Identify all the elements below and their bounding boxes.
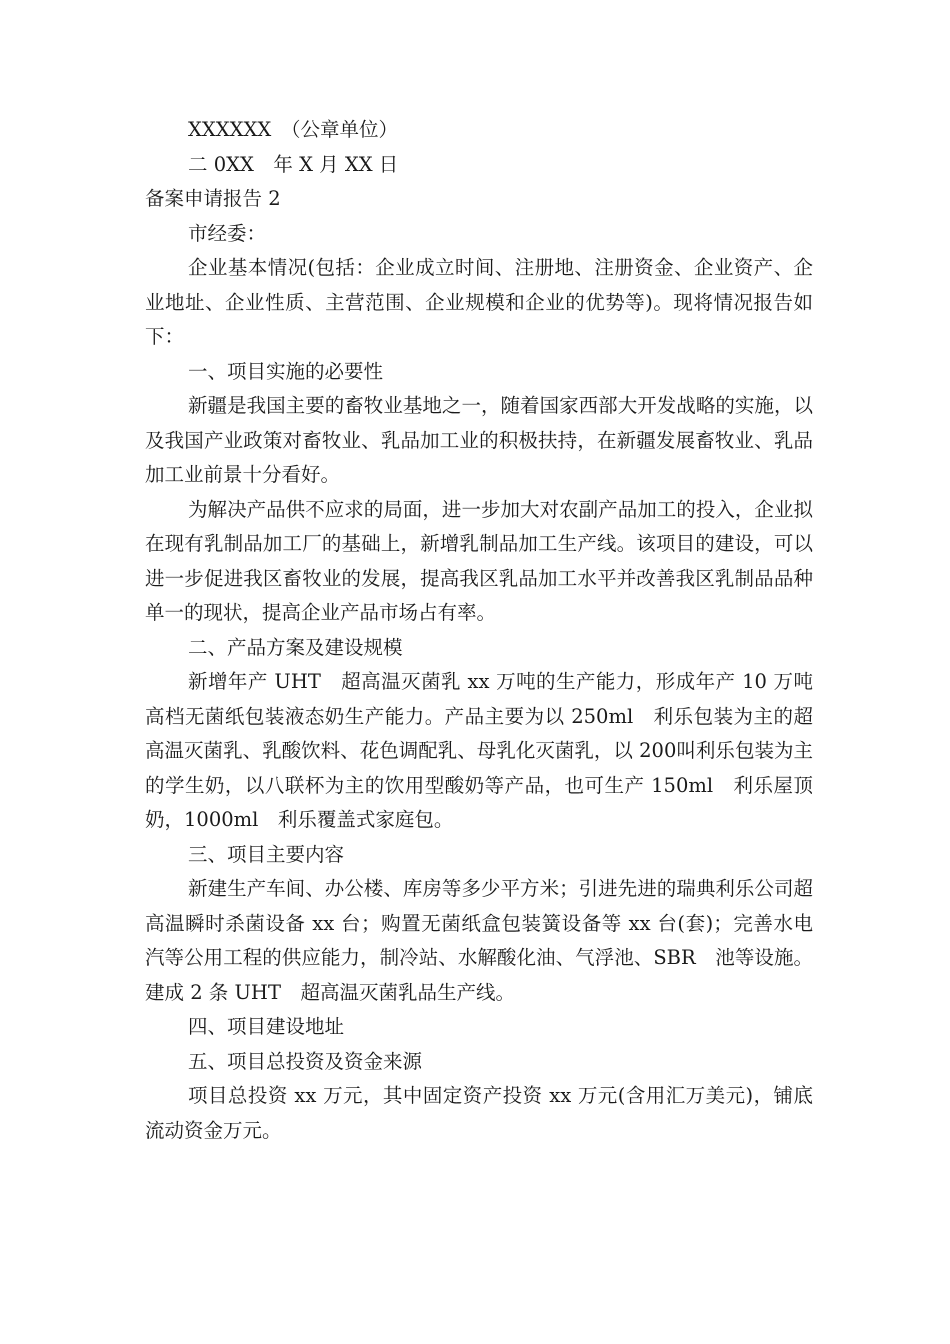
paragraph-product-plan: 新增年产 UHT 超高温灭菌乳 xx 万吨的生产能力，形成年产 10 万吨高档无菌纸包装液态奶生产能力。产品主要为以 250ml 利乐包装为主的超高温灭菌乳、乳酸饮料、花色调配乳、母乳化灭菌乳，以 200叫利乐包装为主的学生奶，以八联杯为主的饮用型酸奶等产品，也可生产 150ml 利乐屋顶奶，1000ml 利乐覆盖式家庭包。 bbox=[145, 670, 813, 831]
section-heading-site: 四、项目建设地址 bbox=[188, 1015, 345, 1038]
paragraph-main-content: 新建生产车间、办公楼、库房等多少平方米；引进先进的瑞典利乐公司超高温瞬时杀菌设备 xx 台；购置无菌纸盒包装簧设备等 xx 台(套)；完善水电汽等公用工程的供应能力，制冷站、水解酸化油、气浮池、SBR 池等设施。建成 2 条 UHT 超高温灭菌乳品生产线。 bbox=[145, 877, 813, 1004]
paragraph-necessity-1: 新疆是我国主要的畜牧业基地之一，随着国家西部大开发战略的实施，以及我国产业政策对畜牧业、乳品加工业的积极扶持，在新疆发展畜牧业、乳品加工业前景十分看好。 bbox=[145, 394, 813, 486]
addressee: 市经委： bbox=[188, 221, 267, 245]
document-page bbox=[145, 113, 813, 1148]
seal-line: XXXXXX （公章单位） bbox=[188, 118, 399, 141]
date-line: 二 0XX 年 X 月 XX 日 bbox=[188, 152, 399, 176]
section-heading-necessity: 一、项目实施的必要性 bbox=[188, 359, 384, 383]
paragraph-necessity-2: 为解决产品供不应求的局面，进一步加大对农副产品加工的投入，企业拟在现有乳制品加工厂的基础上，新增乳制品加工生产线。该项目的建设，可以进一步促进我区畜牧业的发展，提高我区乳品加工水平并改善我区乳制品品种单一的现状，提高企业产品市场占有率。 bbox=[145, 497, 813, 624]
section-heading-investment: 五、项目总投资及资金来源 bbox=[188, 1049, 423, 1073]
paragraph-company-overview: 企业基本情况(包括：企业成立时间、注册地、注册资金、企业资产、企业地址、企业性质、主营范围、企业规模和企业的优势等)。现将情况报告如下： bbox=[145, 256, 813, 348]
document-title: 备案申请报告 2 bbox=[145, 187, 281, 210]
paragraph-investment: 项目总投资 xx 万元，其中固定资产投资 xx 万元(含用汇万美元)，铺底流动资金万元。 bbox=[145, 1084, 813, 1142]
section-heading-main-content: 三、项目主要内容 bbox=[188, 842, 345, 866]
section-heading-product-plan: 二、产品方案及建设规模 bbox=[188, 635, 403, 659]
